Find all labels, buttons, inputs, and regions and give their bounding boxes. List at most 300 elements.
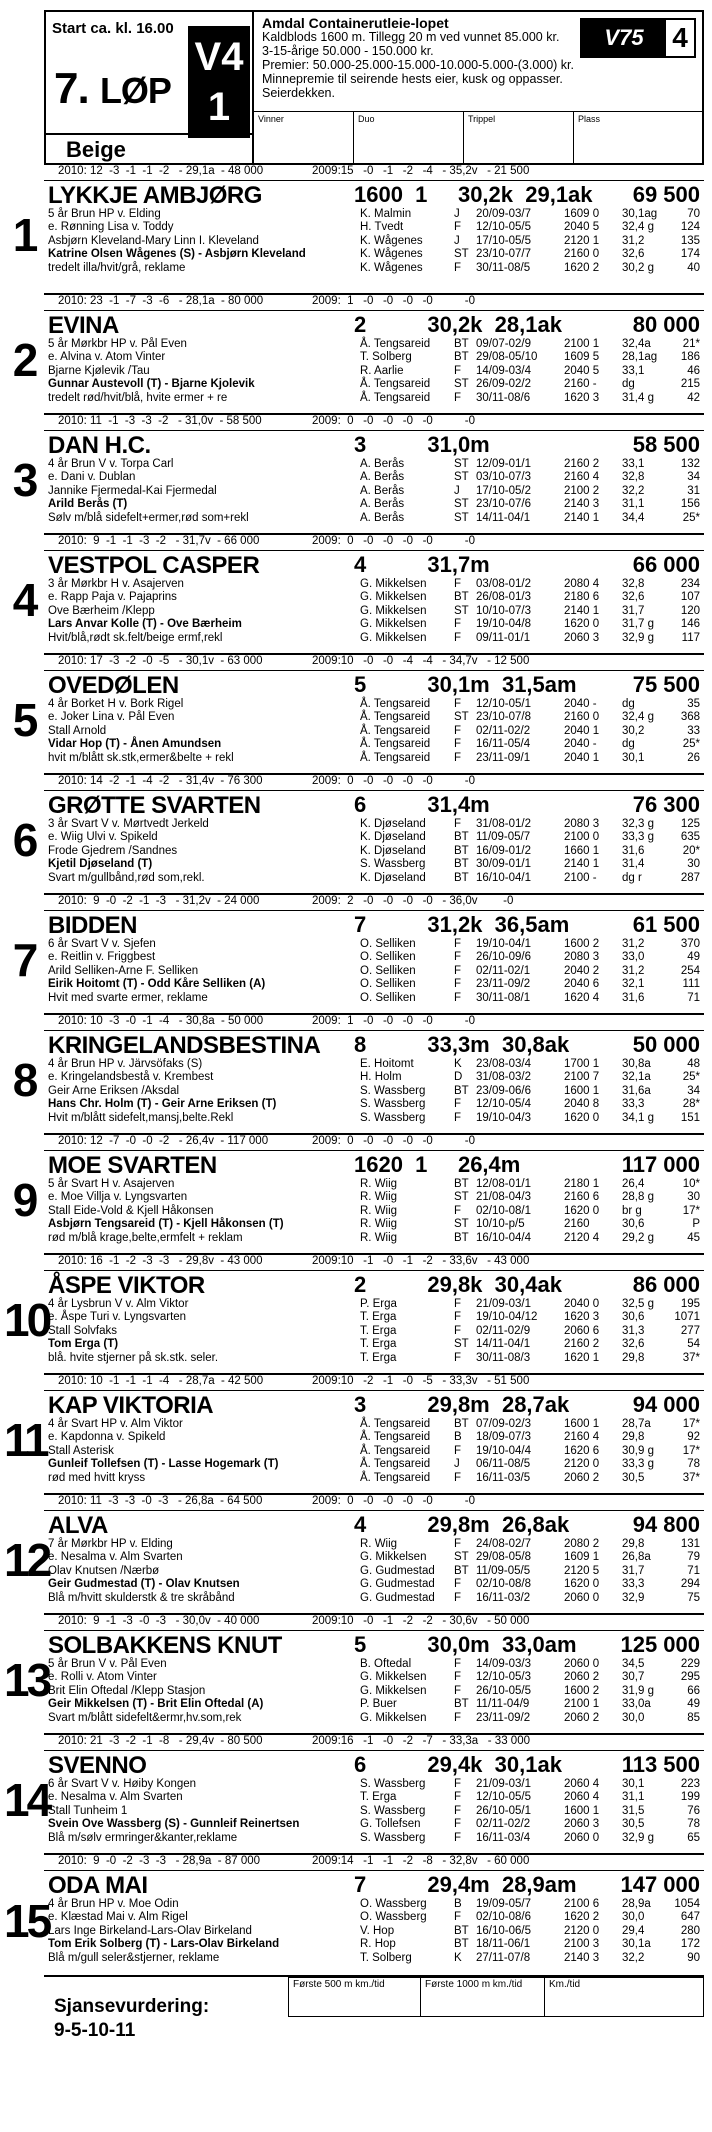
past-start-row bbox=[360, 1218, 700, 1231]
horse-info bbox=[48, 458, 249, 525]
past-start-cell: H. Holm bbox=[360, 1071, 402, 1084]
past-start-row bbox=[360, 1938, 700, 1951]
stats-current-year: 2010: 17 -3 -2 -0 -5 - 30,1v - 63 000 bbox=[58, 655, 263, 667]
past-start-cell: 172 bbox=[680, 1938, 700, 1951]
past-start-cell: BT bbox=[454, 1084, 469, 1097]
past-start-row bbox=[360, 1418, 700, 1431]
past-start-cell: 32,6 bbox=[622, 248, 645, 261]
past-start-cell: T. Solberg bbox=[360, 1951, 412, 1964]
past-start-cell: 30/11-08/3 bbox=[476, 1351, 531, 1364]
past-start-cell: F bbox=[454, 1444, 462, 1457]
past-start-cell: ST bbox=[454, 604, 469, 617]
past-start-cell: 295 bbox=[680, 1671, 700, 1684]
past-start-cell: 31,4 g bbox=[622, 391, 654, 404]
past-start-cell: 21/08-04/3 bbox=[476, 1191, 531, 1204]
past-starts bbox=[360, 1298, 700, 1365]
past-start-cell: 76 bbox=[687, 1804, 700, 1817]
past-start-cell: 23/11-09/2 bbox=[476, 1711, 531, 1724]
past-start-cell: F bbox=[454, 1298, 462, 1310]
past-start-cell: 223 bbox=[680, 1778, 700, 1790]
colors-line: Hvit med svarte ermer, reklame bbox=[48, 991, 208, 1004]
past-start-cell: A. Berås bbox=[360, 458, 405, 470]
past-start-cell: 02/10-08/1 bbox=[476, 1204, 531, 1217]
past-start-cell: 2080 3 bbox=[564, 818, 600, 830]
past-start-cell: J bbox=[454, 1458, 460, 1471]
past-start-cell: 34,4 bbox=[622, 511, 645, 524]
stats-bar bbox=[44, 1375, 704, 1391]
past-start-cell: 25* bbox=[682, 738, 700, 751]
past-start-row bbox=[360, 378, 700, 391]
v4-label: V4 bbox=[194, 35, 244, 79]
past-start-cell: 277 bbox=[680, 1324, 700, 1337]
past-starts bbox=[360, 208, 700, 275]
past-start-cell: 2160 2 bbox=[564, 1338, 600, 1351]
past-start-cell: 02/11-02/9 bbox=[476, 1324, 531, 1337]
stats-previous-year: 2009: 0 -0 -0 -0 -0 -0 bbox=[312, 415, 475, 427]
past-start-cell: Å. Tengsareid bbox=[360, 751, 431, 764]
past-start-cell: K. Djøseland bbox=[360, 844, 426, 857]
start-number: 12 bbox=[4, 1534, 50, 1586]
breeding-line: 4 år Borket H v. Bork Rigel bbox=[48, 698, 184, 710]
horse-entry bbox=[4, 1255, 704, 1375]
past-start-cell: Å. Tengsareid bbox=[360, 1444, 431, 1457]
past-start-row bbox=[360, 1445, 700, 1458]
past-start-cell: 195 bbox=[680, 1298, 700, 1310]
dam-line: e. Nesalma v. Alm Svarten bbox=[48, 1791, 183, 1804]
past-start-cell: 33 bbox=[687, 724, 700, 737]
past-start-cell: 33,3 bbox=[622, 1578, 645, 1591]
stats-current-year: 2010: 10 -3 -0 -1 -4 - 30,8a - 50 000 bbox=[58, 1015, 264, 1027]
stats-previous-year: 2009: 1 -0 -0 -0 -0 -0 bbox=[312, 295, 475, 307]
past-start-cell: 71 bbox=[687, 991, 700, 1004]
past-start-cell: G. Mikkelsen bbox=[360, 604, 427, 617]
past-start-cell: 2040 1 bbox=[564, 751, 600, 764]
past-start-cell: F bbox=[454, 391, 462, 404]
past-start-cell: S. Wassberg bbox=[360, 1111, 426, 1124]
past-start-cell: 09/11-01/1 bbox=[476, 631, 531, 644]
past-start-row bbox=[360, 1898, 700, 1911]
past-start-cell: O. Wassberg bbox=[360, 1898, 427, 1910]
past-start-cell: 29,2 g bbox=[622, 1231, 654, 1244]
driver-trainer-line: Kjetil Djøseland (T) bbox=[48, 858, 153, 871]
past-start-cell: 117 bbox=[681, 631, 700, 644]
past-start-cell: 2060 2 bbox=[564, 1711, 600, 1724]
past-start-cell: 92 bbox=[687, 1431, 700, 1444]
past-starts bbox=[360, 1898, 700, 1965]
past-start-cell: 14/09-03/4 bbox=[476, 364, 531, 377]
past-start-cell: 2040 - bbox=[564, 738, 597, 751]
past-start-cell: 18/11-06/1 bbox=[476, 1938, 531, 1951]
past-start-cell: 11/09-05/5 bbox=[476, 1564, 531, 1577]
race-title: Amdal Containerutleie-lopet bbox=[262, 15, 449, 31]
past-start-cell: 34,1 g bbox=[622, 1111, 654, 1124]
past-start-row bbox=[360, 605, 700, 618]
race-line: Kaldblods 1600 m. Tillegg 20 m ved vunnet 85.000 kr. bbox=[262, 30, 560, 44]
start-number: 15 bbox=[4, 1895, 50, 1947]
horse-info bbox=[48, 338, 255, 405]
past-start-cell: 17* bbox=[682, 1204, 700, 1217]
past-start-cell: 1071 bbox=[674, 1311, 700, 1324]
past-start-cell: F bbox=[454, 964, 462, 977]
past-start-cell: 1620 2 bbox=[564, 261, 600, 274]
past-start-cell: 1620 0 bbox=[564, 1111, 600, 1124]
dam-line: e. Wiig Ulvi v. Spikeld bbox=[48, 831, 158, 844]
past-start-cell: 174 bbox=[680, 248, 700, 261]
past-start-cell: F bbox=[454, 1098, 462, 1111]
start-number: 4 bbox=[12, 574, 36, 626]
past-start-cell: 17* bbox=[682, 1418, 700, 1430]
race-number bbox=[54, 64, 171, 114]
past-start-cell: BT bbox=[454, 844, 469, 857]
past-start-cell: 90 bbox=[687, 1951, 700, 1964]
past-start-row bbox=[360, 1685, 700, 1698]
past-start-cell: Å. Tengsareid bbox=[360, 391, 431, 404]
past-start-cell: 2100 1 bbox=[564, 338, 600, 350]
past-start-cell: F bbox=[454, 1818, 462, 1831]
horse-info bbox=[48, 938, 265, 1005]
total-prize: 94 800 bbox=[632, 1512, 700, 1537]
colors-line: rød med hvitt kryss bbox=[48, 1471, 146, 1484]
horse-entry bbox=[12, 535, 704, 655]
past-start-cell: 30,6 bbox=[622, 1218, 645, 1231]
past-start-cell: 2160 bbox=[564, 1218, 590, 1231]
past-start-cell: 29,8 bbox=[622, 1538, 645, 1550]
stats-previous-year: 2009:14 -1 -1 -2 -8 - 32,8v - 60 000 bbox=[312, 1855, 530, 1867]
past-start-cell: Å. Tengsareid bbox=[360, 1458, 431, 1471]
past-start-cell: 2120 1 bbox=[564, 234, 600, 247]
colors-line: blå. hvite stjerner på sk.stk. seler. bbox=[48, 1351, 219, 1364]
past-start-cell: 85 bbox=[687, 1711, 700, 1724]
horse-info bbox=[48, 1778, 299, 1845]
colors-line: Svart m/blått sidefelt&ermr,hv.som,rek bbox=[48, 1711, 242, 1724]
past-start-cell: Å. Tengsareid bbox=[360, 1471, 431, 1484]
past-start-cell: S. Wassberg bbox=[360, 1804, 426, 1817]
past-start-cell: O. Selliken bbox=[360, 991, 416, 1004]
past-start-row bbox=[360, 818, 700, 831]
past-start-cell: V. Hop bbox=[360, 1924, 395, 1937]
stats-bar bbox=[44, 165, 704, 181]
total-prize: 61 500 bbox=[632, 912, 700, 937]
owner-line: Stall Eide-Vold & Kjell Håkonsen bbox=[48, 1204, 214, 1217]
past-start-cell: 31,2 bbox=[622, 938, 645, 950]
stats-previous-year: 2009:16 -1 -0 -2 -7 - 33,3a - 33 000 bbox=[312, 1735, 530, 1747]
past-start-cell: 78 bbox=[687, 1818, 700, 1831]
past-start-cell: 2100 3 bbox=[564, 1938, 600, 1951]
total-prize: 75 500 bbox=[632, 672, 700, 697]
past-start-cell: 151 bbox=[680, 1111, 700, 1124]
stats-bar bbox=[44, 535, 704, 551]
past-start-cell: 2160 4 bbox=[564, 471, 600, 484]
past-start-cell: BT bbox=[454, 831, 469, 844]
past-start-cell: 2100 0 bbox=[564, 831, 600, 844]
past-start-cell: 33,1 bbox=[622, 458, 645, 470]
past-start-cell: P bbox=[692, 1218, 700, 1231]
past-start-cell: 2060 0 bbox=[564, 1831, 600, 1844]
breeding-line: 6 år Svart V v. Sjefen bbox=[48, 938, 156, 950]
past-start-row bbox=[360, 738, 700, 751]
past-start-cell: 2160 - bbox=[564, 378, 597, 391]
past-start-cell: Å. Tengsareid bbox=[360, 711, 431, 724]
race-id-panel bbox=[46, 12, 254, 163]
race-line: Premier: 50.000-25.000-15.000-10.000-5.000-(3.000) kr. bbox=[262, 58, 574, 72]
past-start-cell: 2040 5 bbox=[564, 221, 600, 234]
past-start-cell: 26,4 bbox=[622, 1178, 645, 1190]
past-start-cell: 30,2 bbox=[622, 724, 645, 737]
past-start-cell: 10* bbox=[682, 1178, 700, 1190]
past-starts bbox=[360, 1538, 700, 1605]
driver-trainer-line: Katrine Olsen Wågenes (S) - Asbjørn Kleveland bbox=[48, 248, 306, 261]
past-start-cell: 2120 0 bbox=[564, 1458, 600, 1471]
past-start-cell: J bbox=[454, 208, 460, 220]
past-start-cell: 31,9 g bbox=[622, 1684, 654, 1697]
stats-bar bbox=[44, 1495, 704, 1511]
driver-trainer-line: Geir Gudmestad (T) - Olav Knutsen bbox=[48, 1578, 240, 1591]
stats-previous-year: 2009:10 -0 -1 -2 -2 - 30,6v - 50 000 bbox=[312, 1615, 530, 1627]
past-start-cell: 2100 1 bbox=[564, 1698, 600, 1711]
past-start-cell: R. Wiig bbox=[360, 1204, 398, 1217]
past-start-cell: 33,1 bbox=[622, 364, 645, 377]
start-number: 5 bbox=[12, 694, 36, 746]
past-start-cell: 29/08-05/8 bbox=[476, 1551, 531, 1564]
dam-line: e. Nesalma v. Alm Svarten bbox=[48, 1551, 183, 1564]
past-start-cell: 2120 4 bbox=[564, 1231, 600, 1244]
past-start-cell: K bbox=[454, 1951, 462, 1964]
past-start-cell: 30,0 bbox=[622, 1911, 645, 1924]
past-start-cell: 31,1 bbox=[622, 1791, 645, 1804]
past-start-cell: 28,7a bbox=[622, 1418, 651, 1430]
past-start-cell: F bbox=[454, 1471, 462, 1484]
past-start-cell: 35 bbox=[687, 698, 700, 710]
past-start-cell: F bbox=[454, 1711, 462, 1724]
past-start-cell: 30/11-08/6 bbox=[476, 391, 531, 404]
past-start-cell: K. Djøseland bbox=[360, 831, 426, 844]
driver-trainer-line: Lars Anvar Kolle (T) - Ove Bærheim bbox=[48, 618, 242, 631]
past-start-row bbox=[360, 498, 700, 511]
stats-current-year: 2010: 12 -7 -0 -0 -2 - 26,4v - 117 000 bbox=[58, 1135, 269, 1147]
dam-line: e. Rolli v. Atom Vinter bbox=[48, 1671, 157, 1684]
past-start-cell: 23/10-07/7 bbox=[476, 248, 531, 261]
past-start-cell: 28* bbox=[682, 1098, 700, 1111]
record-summary: 8 33,3m 30,8ak bbox=[354, 1032, 570, 1057]
past-start-cell: 287 bbox=[680, 871, 700, 884]
horse-entry bbox=[12, 655, 704, 775]
stats-bar bbox=[44, 415, 704, 431]
past-start-cell: Å. Tengsareid bbox=[360, 338, 431, 350]
past-start-cell: S. Wassberg bbox=[360, 858, 426, 871]
past-start-row bbox=[360, 1191, 700, 1204]
record-summary: 7 31,2k 36,5am bbox=[354, 912, 570, 937]
colors-line: Hvit/blå,rødt sk.felt/beige ermf,rekl bbox=[48, 631, 223, 644]
past-start-cell: 30,1 bbox=[622, 1778, 645, 1790]
past-start-cell: F bbox=[454, 938, 462, 950]
past-start-cell: 19/09-05/7 bbox=[476, 1898, 531, 1910]
past-start-cell: BT bbox=[454, 591, 469, 604]
past-start-cell: B. Oftedal bbox=[360, 1658, 412, 1670]
first-1000-col: Første 1000 m km./tid bbox=[421, 1978, 545, 2016]
dam-line: e. Klæstad Mai v. Alm Rigel bbox=[48, 1911, 188, 1924]
past-start-cell: 32,9 g bbox=[622, 1831, 654, 1844]
past-start-cell: 16/11-05/4 bbox=[476, 738, 531, 751]
past-start-cell: 1609 1 bbox=[564, 1551, 600, 1564]
horse-entry bbox=[12, 295, 704, 415]
v75-logo-text: V75 bbox=[582, 20, 666, 56]
dam-line: e. Alvina v. Atom Vinter bbox=[48, 351, 166, 364]
past-start-row bbox=[360, 591, 700, 604]
past-start-cell: R. Wiig bbox=[360, 1218, 398, 1231]
past-start-cell: 31,7 bbox=[622, 1564, 645, 1577]
past-start-cell: 1620 0 bbox=[564, 1578, 600, 1591]
past-start-row bbox=[360, 992, 700, 1005]
past-start-cell: 26/10-09/6 bbox=[476, 951, 531, 964]
past-start-cell: ST bbox=[454, 1551, 469, 1564]
record-summary: 5 30,1m 31,5am bbox=[354, 672, 577, 697]
colors-line: hvit m/blått sk.stk,ermer&belte + rekl bbox=[48, 751, 234, 764]
past-start-row bbox=[360, 1578, 700, 1591]
past-start-cell: F bbox=[454, 751, 462, 764]
past-start-cell: 16/10-04/1 bbox=[476, 871, 531, 884]
stats-current-year: 2010: 9 -0 -2 -3 -3 - 28,9a - 87 000 bbox=[58, 1855, 261, 1867]
breeding-line: 5 år Brun HP v. Elding bbox=[48, 208, 161, 220]
past-start-cell: P. Buer bbox=[360, 1698, 397, 1711]
past-start-cell: F bbox=[454, 1911, 462, 1924]
record-summary: 2 30,2k 28,1ak bbox=[354, 312, 562, 337]
past-start-row bbox=[360, 512, 700, 525]
stats-current-year: 2010: 11 -1 -3 -3 -2 - 31,0v - 58 500 bbox=[58, 415, 262, 427]
past-start-cell: 29,4 bbox=[622, 1924, 645, 1937]
past-starts bbox=[360, 1178, 700, 1245]
past-start-cell: 03/08-01/2 bbox=[476, 578, 531, 590]
total-prize: 86 000 bbox=[632, 1272, 700, 1297]
past-start-row bbox=[360, 725, 700, 738]
past-start-cell: 2060 6 bbox=[564, 1324, 600, 1337]
past-start-cell: 02/11-02/2 bbox=[476, 724, 531, 737]
past-start-cell: 30,0 bbox=[622, 1711, 645, 1724]
past-start-cell: 32,1a bbox=[622, 1071, 651, 1084]
stats-bar bbox=[44, 1015, 704, 1031]
past-start-row bbox=[360, 262, 700, 275]
past-start-cell: 1609 0 bbox=[564, 208, 600, 220]
past-start-cell: G. Gudmestad bbox=[360, 1564, 435, 1577]
horse-name: OVEDØLEN bbox=[48, 672, 179, 699]
past-start-cell: G. Mikkelsen bbox=[360, 1684, 427, 1697]
past-start-cell: 26 bbox=[687, 751, 700, 764]
past-start-row bbox=[360, 1818, 700, 1831]
horse-name: VESTPOL CASPER bbox=[48, 552, 260, 579]
horse-info bbox=[48, 1058, 276, 1125]
horse-name: DAN H.C. bbox=[48, 432, 151, 459]
past-start-cell: 2100 6 bbox=[564, 1898, 600, 1910]
record-summary: 5 30,0m 33,0am bbox=[354, 1632, 577, 1657]
past-start-cell: 31,2 bbox=[622, 234, 645, 247]
past-start-cell: 12/10-05/1 bbox=[476, 698, 531, 710]
past-start-cell: 31 bbox=[687, 484, 700, 497]
past-start-row bbox=[360, 1058, 700, 1071]
past-start-cell: F bbox=[454, 1578, 462, 1591]
breeding-line: 4 år Brun HP v. Moe Odin bbox=[48, 1898, 179, 1910]
horse-entry bbox=[12, 1135, 704, 1255]
driver-trainer-line: Tom Erga (T) bbox=[48, 1338, 119, 1351]
past-start-cell: 31,6 bbox=[622, 844, 645, 857]
stats-bar bbox=[44, 655, 704, 671]
past-start-cell: 02/10-08/6 bbox=[476, 1911, 531, 1924]
past-starts bbox=[360, 458, 700, 525]
horse-entry bbox=[4, 1495, 704, 1615]
past-start-cell: 1700 1 bbox=[564, 1058, 600, 1070]
past-start-cell: 2160 4 bbox=[564, 1431, 600, 1444]
horse-name: ÅSPE VIKTOR bbox=[48, 1272, 205, 1299]
past-start-cell: 1620 2 bbox=[564, 1911, 600, 1924]
past-start-cell: 2060 4 bbox=[564, 1778, 600, 1790]
stats-previous-year: 2009: 0 -0 -0 -0 -0 -0 bbox=[312, 775, 475, 787]
driver-trainer-line: Vidar Hop (T) - Ånen Amundsen bbox=[48, 738, 222, 751]
dam-line: e. Moe Villja v. Lyngsvarten bbox=[48, 1191, 188, 1204]
past-start-cell: 78 bbox=[687, 1458, 700, 1471]
past-start-cell: F bbox=[454, 1778, 462, 1790]
past-start-cell: 2040 8 bbox=[564, 1098, 600, 1111]
record-summary: 2 29,8k 30,4ak bbox=[354, 1272, 562, 1297]
past-start-cell: F bbox=[454, 698, 462, 710]
past-starts bbox=[360, 938, 700, 1005]
past-starts bbox=[360, 1778, 700, 1845]
past-start-cell: 2080 4 bbox=[564, 578, 600, 590]
past-start-cell: 26/10-05/1 bbox=[476, 1804, 531, 1817]
breeding-line: 3 år Svart V v. Mørtvedt Jerkeld bbox=[48, 818, 209, 830]
past-start-cell: F bbox=[454, 1591, 462, 1604]
record-summary: 3 29,8m 28,7ak bbox=[354, 1392, 570, 1417]
total-prize: 58 500 bbox=[632, 432, 700, 457]
past-start-cell: 1600 1 bbox=[564, 1418, 600, 1430]
past-start-cell: 14/11-04/1 bbox=[476, 511, 531, 524]
past-start-cell: br g bbox=[622, 1204, 642, 1217]
past-start-cell: 31/08-03/2 bbox=[476, 1071, 531, 1084]
start-number: 6 bbox=[12, 814, 36, 866]
past-start-cell: G. Mikkelsen bbox=[360, 1711, 427, 1724]
past-start-cell: 1600 2 bbox=[564, 1684, 600, 1697]
past-start-cell: 2100 2 bbox=[564, 484, 600, 497]
past-start-row bbox=[360, 338, 700, 351]
past-start-cell: 120 bbox=[680, 604, 700, 617]
horse-name: ALVA bbox=[48, 1512, 108, 1539]
past-start-cell: 31,5 bbox=[622, 1804, 645, 1817]
owner-line: Brit Elin Oftedal /Klepp Stasjon bbox=[48, 1684, 206, 1697]
past-start-cell: 25* bbox=[682, 1071, 700, 1084]
past-start-cell: R. Wiig bbox=[360, 1178, 398, 1190]
past-start-cell: O. Selliken bbox=[360, 951, 416, 964]
breeding-line: 5 år Brun V v. Pål Even bbox=[48, 1658, 167, 1670]
past-start-cell: 107 bbox=[680, 591, 700, 604]
past-start-cell: A. Berås bbox=[360, 511, 405, 524]
horse-entry bbox=[12, 895, 704, 1015]
past-start-cell: ST bbox=[454, 378, 469, 391]
past-start-cell: 124 bbox=[680, 221, 700, 234]
past-start-row bbox=[360, 1712, 700, 1725]
past-start-cell: 30,7 bbox=[622, 1671, 645, 1684]
past-start-cell: 23/11-09/2 bbox=[476, 978, 531, 991]
horse-name: LYKKJE AMBJØRG bbox=[48, 182, 262, 209]
past-start-cell: G. Tollefsen bbox=[360, 1818, 421, 1831]
past-start-cell: T. Solberg bbox=[360, 351, 412, 364]
record-summary: 1600 1 30,2k 29,1ak bbox=[354, 182, 593, 207]
past-start-cell: 16/10-06/5 bbox=[476, 1924, 531, 1937]
past-start-cell: ST bbox=[454, 711, 469, 724]
total-prize: 80 000 bbox=[632, 312, 700, 337]
past-start-cell: 48 bbox=[687, 1058, 700, 1070]
past-start-cell: F bbox=[454, 1324, 462, 1337]
past-start-cell: G. Mikkelsen bbox=[360, 618, 427, 631]
past-start-cell: F bbox=[454, 1831, 462, 1844]
past-start-row bbox=[360, 1085, 700, 1098]
past-start-cell: 30,2 g bbox=[622, 261, 654, 274]
